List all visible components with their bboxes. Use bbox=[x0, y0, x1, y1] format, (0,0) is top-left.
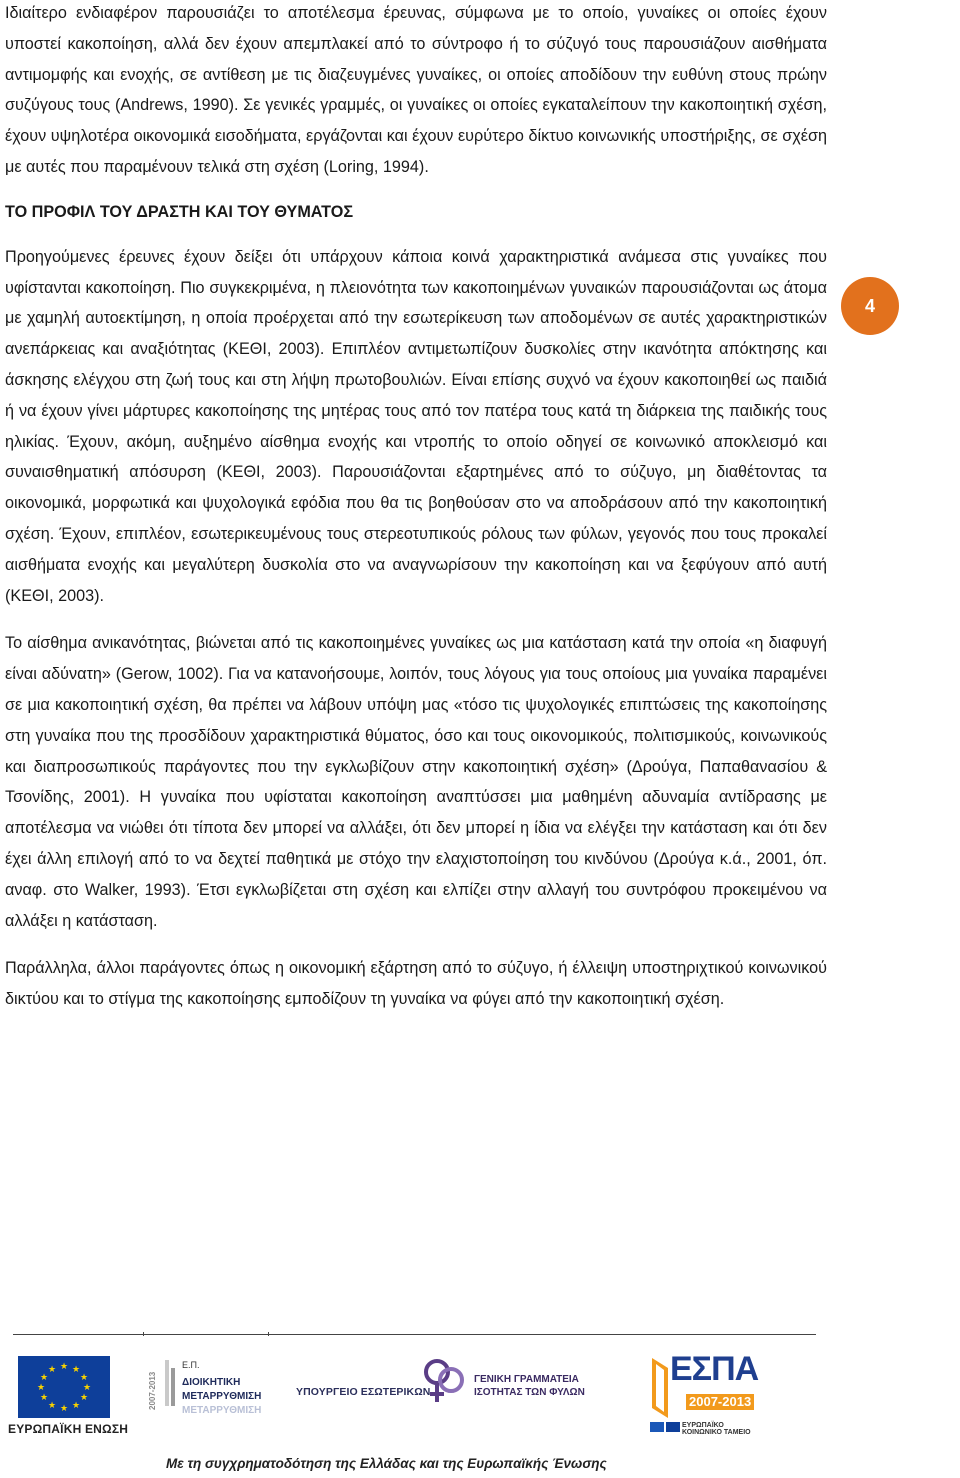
svg-text:★: ★ bbox=[59, 1404, 69, 1414]
gg-line-1: ΓΕΝΙΚΗ ΓΡΑΜΜΑΤΕΙΑ bbox=[474, 1374, 579, 1385]
footer-logos bbox=[0, 1340, 960, 1450]
ministry-label: ΥΠΟΥΡΓΕΙΟ ΕΣΩΤΕΡΙΚΩΝ bbox=[296, 1386, 431, 1398]
document-body bbox=[5, 0, 827, 1015]
svg-text:★: ★ bbox=[79, 1393, 89, 1403]
section-heading: ΤΟ ΠΡΟΦΙΛ ΤΟΥ ΔΡΑΣΤΗ ΚΑΙ ΤΟΥ ΘΥΜΑΤΟΣ bbox=[5, 202, 354, 221]
page-number-badge: 4 bbox=[841, 277, 899, 335]
svg-text:★: ★ bbox=[79, 1373, 89, 1383]
cofunding-statement: Με τη συγχρηματοδότηση της Ελλάδας και της Ευρωπαϊκής Ένωσης bbox=[166, 1456, 607, 1471]
paragraph: Ιδιαίτερο ενδιαφέρον παρουσιάζει το αποτέλεσμα έρευνας, σύμφωνα με το οποίο, γυναίκες οι οποίες έχουν υποστεί κακοποίηση, αλλά δεν έχουν απεμπλακεί από το σύντροφο ή το σύζυγό τους παρουσιάζουν αισθήματα αντιμομφής και ενοχής, σε αντίθεση με τις διαζευγμένες γυναίκες, οι οποίες αποδίδουν την ευθύνη στους πρώην συζύγους τους (Andrews, 1990). Σε γενικές γραμμές, οι γυναίκες οι οποίες εγκαταλείπουν την κακοποιητική σχέση, έχουν υψηλοτέρα οικονομικά εισοδήματα, εργάζονται και έχουν ευρύτερο δίκτυο κοινωνικής υποστήριξης, σε σχέση με αυτές που παραμένουν τελικά στη σχέση (Loring, 1994). bbox=[5, 4, 827, 176]
gender-equality-icon bbox=[421, 1354, 467, 1406]
ep-logo-icon: 2007-2013 Ε.Π. ΔΙΟΙΚΗΤΙΚΗ ΜΕΤΑΡΡΥΘΜΙΣΗ ΜΕΤΑΡΡΥΘΜΙΣΗ bbox=[148, 1360, 262, 1416]
gg-line-2: ΙΣΟΤΗΤΑΣ ΤΩΝ ΦΥΛΩΝ bbox=[474, 1387, 585, 1398]
svg-text:★: ★ bbox=[71, 1401, 81, 1411]
eu-label: ΕΥΡΩΠΑΪΚΗ ΕΝΩΣΗ bbox=[8, 1422, 129, 1436]
svg-text:★: ★ bbox=[82, 1383, 92, 1393]
espa-logo-icon: ΕΣΠΑ 2007-2013 ΕΥΡΩΠΑΪΚΟ ΚΟΙΝΩΝΙΚΟ ΤΑΜΕΙΟ bbox=[650, 1350, 760, 1434]
svg-text:★: ★ bbox=[47, 1401, 57, 1411]
svg-text:★: ★ bbox=[59, 1362, 69, 1372]
svg-text:★: ★ bbox=[47, 1365, 57, 1375]
svg-text:★: ★ bbox=[39, 1373, 49, 1383]
paragraph: Παράλληλα, άλλοι παράγοντες όπως η οικονομική εξάρτηση από το σύζυγο, ή έλλειψη υποστηριχτικού κοινωνικού δικτύου και το στίγμα της κακοποίησης εμποδίζουν τη γυναίκα να φύγει από την κακοποιητική σχέση. bbox=[5, 959, 827, 1009]
footer-divider bbox=[13, 1334, 816, 1335]
svg-text:★: ★ bbox=[36, 1383, 46, 1393]
svg-text:★: ★ bbox=[71, 1365, 81, 1375]
paragraph: Προηγούμενες έρευνες έχουν δείξει ότι υπάρχουν κάποια κοινά χαρακτηριστικά ανάμεσα στις γυναίκες που υφίστανται κακοποίηση. Πιο συγκεκριμένα, η πλειονότητα των κακοποιημένων γυναικών παρουσιάζονται ως άτομα με χαμηλή αυτοεκτίμηση, η οποία προέρχεται από την εσωτερίκευση των αποδομένων σε αυτές χαρακτηριστικών ανεπάρκειας και αναξιότητας (ΚΕΘΙ, 2003). Επιπλέον αντιμετωπίζουν δυσκολίες στην ικανότητα απόκτησης και άσκησης ελέγχου στη ζωή τους και στη λήψη πρωτοβουλιών. Είναι επίσης συχνό να έχουν κακοποιηθεί ως παιδιά ή να έχουν γίνει μάρτυρες κακοποίησης της μητέρας τους από τον πατέρα τους κατά τη διάρκεια της παιδικής τους ηλικίας. Έχουν, ακόμη, αυξημένο αίσθημα ενοχής και ντροπής το οποίο οδηγεί σε κοινωνικό αποκλεισμό και συναισθηματική απόσυρση (ΚΕΘΙ, 2003). Παρουσιάζονται εξαρτημένες από το σύζυγο, μη διαθέτοντας τα οικονομικά, μορφωτικά και ψυχολογικά εφόδια που θα τις βοηθούσαν στο να αποδράσουν από την κακοποιητική σχέση. Έχουν, επιπλέον, εσωτερικευμένους τους στερεοτυπικούς ρόλους των φύλων, γεγονός που τους προκαλεί αισθήματα ενοχής και μεγαλύτερη δυσκολία στο να αναγνωρίσουν την κακοποίηση και να ξεφύγουν από αυτή (ΚΕΘΙ, 2003). bbox=[5, 247, 827, 605]
paragraph: Το αίσθημα ανικανότητας, βιώνεται από τις κακοποιημένες γυναίκες ως μια κατάσταση κατά την οποία «η διαφυγή είναι αδύνατη» (Gerow, 1002). Για να κατανοήσουμε, λοιπόν, τους λόγους για τους οποίους μια γυναίκα παραμένει σε μια κακοποιητική σχέση, θα πρέπει να λάβουν υπόψη μας «τόσο τις ψυχολογικές επιπτώσεις της κακοποίησης στη γυναίκα που της προσδίδουν χαρακτηριστικά θύματος, όσο και τους οικονομικούς, πολιτισμικούς, κοινωνικούς και διαπροσωπικούς παράγοντες που την εγκλωβίζουν στην κακοποιητική σχέση» (Δρούγα, Παπαθανασίου & Τσονίδης, 2001). Η γυναίκα που υφίσταται κακοποίηση αναπτύσσει μια μαθημένη αδυναμία αντίδρασης με αποτέλεσμα να νιώθει ότι τίποτα δεν μπορεί να αλλάξει, ότι δεν μπορεί η ίδια να ελέγξει την κατάσταση και ότι δεν έχει άλλη επιλογή από το να δεχτεί παθητικά με στόχο την ελαχιστοποίηση του κινδύνου (Δρούγα κ.ά., 2001, όπ. αναφ. στο Walker, 1993). Έτσι εγκλωβίζεται στη σχέση και ελπίζει στην αλλαγή του συντρόφου προκειμένου να αλλάξει η κατάσταση. bbox=[5, 634, 827, 930]
eu-flag-icon bbox=[18, 1356, 110, 1418]
svg-text:★: ★ bbox=[39, 1393, 49, 1403]
